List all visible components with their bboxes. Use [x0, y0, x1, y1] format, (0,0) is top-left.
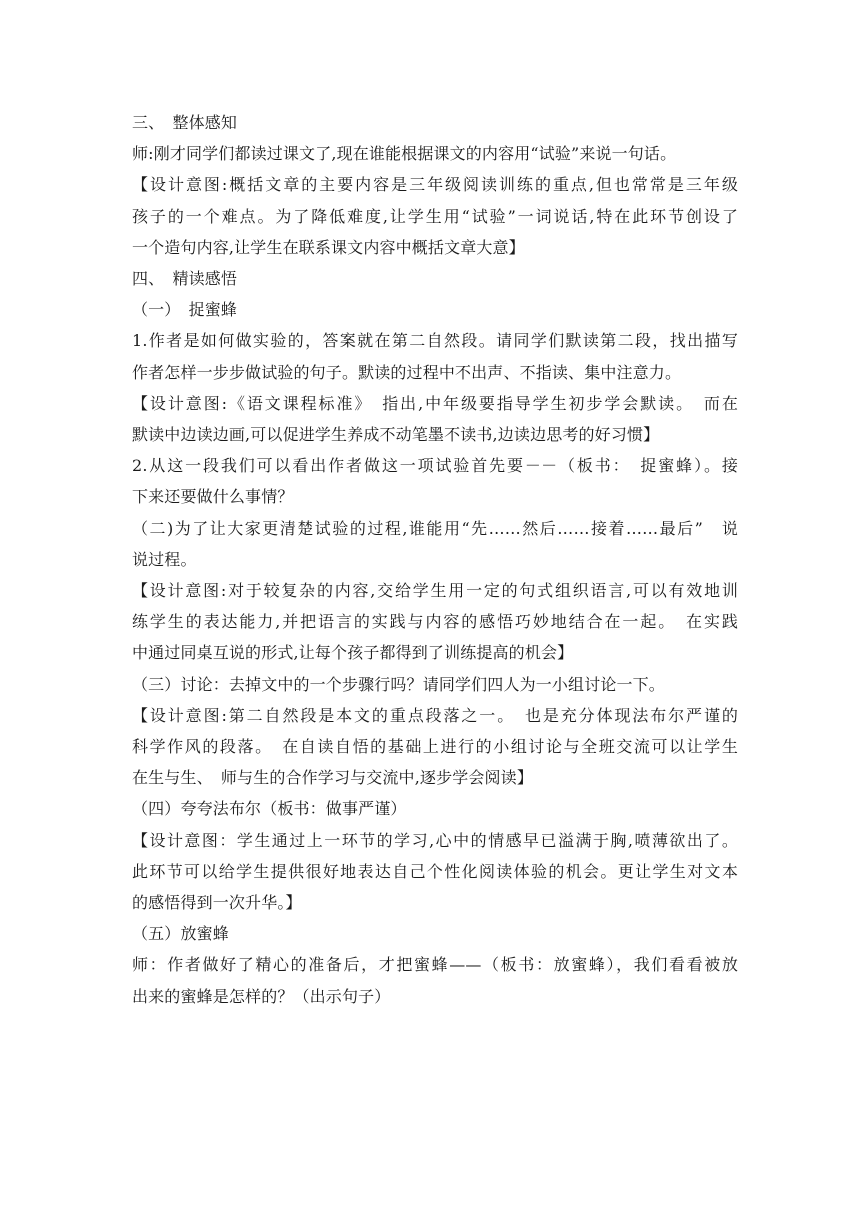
teacher-prompt-line: 师：作者做好了精心的准备后，才把蜜蜂——（板书：放蜜蜂），我们看看被放 — [132, 955, 738, 975]
body-text-line: 下来还要做什么事情？ — [132, 487, 294, 507]
design-intent-line: 在生与生、 师与生的合作学习与交流中,逐步学会阅读】 — [132, 768, 533, 788]
subsection-heading-4: （四）夸夸法布尔（板书：做事严谨） — [132, 799, 407, 819]
section-heading-4: 四、 精读感悟 — [132, 269, 238, 289]
subsection-heading-5: （五）放蜜蜂 — [132, 924, 229, 944]
design-intent-line: 【设计意图:第二自然段是本文的重点段落之一。 也是充分体现法布尔严谨的 — [132, 705, 738, 725]
design-intent-line: 科学作风的段落。 在自读自悟的基础上进行的小组讨论与全班交流可以让学生 — [132, 737, 738, 757]
subsection-heading-2: （二)为了让大家更清楚试验的过程,谁能用“先……然后……接着……最后” 说 — [132, 518, 738, 538]
teacher-prompt-line: 出来的蜜蜂是怎样的？（出示句子） — [132, 986, 391, 1006]
document-body — [132, 107, 738, 1012]
design-intent-line: 一个造句内容,让学生在联系课文内容中概括文章大意】 — [132, 237, 525, 257]
body-text-line: 作者怎样一步步做试验的句子。默读的过程中不出声、不指读、集中注意力。 — [132, 362, 682, 382]
design-intent-line: 【设计意图：学生通过上一环节的学习,心中的情感早已溢满于胸,喷薄欲出了。 — [132, 830, 738, 850]
design-intent-line: 中通过同桌互说的形式,让每个孩子都得到了训练提高的机会】 — [132, 643, 574, 663]
body-text-line: 说过程。 — [132, 549, 197, 569]
subsection-heading-1: （一） 捉蜜蜂 — [132, 300, 238, 320]
design-intent-line: 默读中边读边画,可以促进学生养成不动笔墨不读书,边读边思考的好习惯】 — [132, 425, 660, 445]
subsection-heading-3: （三）讨论：去掉文中的一个步骤行吗？请同学们四人为一小组讨论一下。 — [132, 674, 665, 694]
body-text-line: 2.从这一段我们可以看出作者做这一项试验首先要－－（板书： 捉蜜蜂）。接 — [132, 456, 738, 476]
section-heading-3: 三、 整体感知 — [132, 113, 238, 132]
design-intent-line: 孩子的一个难点。为了降低难度,让学生用“试验”一词说话,特在此环节创设了 — [132, 206, 738, 226]
design-intent-line: 的感悟得到一次升华。】 — [132, 893, 302, 913]
design-intent-line: 【设计意图:概括文章的主要内容是三年级阅读训练的重点,但也常常是三年级 — [132, 175, 738, 195]
teacher-prompt-line: 师:刚才同学们都读过课文了,现在谁能根据课文的内容用“试验”来说一句话。 — [132, 144, 677, 164]
design-intent-line: 此环节可以给学生提供很好地表达自己个性化阅读体验的机会。更让学生对文本 — [132, 861, 738, 881]
body-text-line: 1.作者是如何做实验的，答案就在第二自然段。请同学们默读第二段，找出描写 — [132, 331, 738, 351]
design-intent-line: 【设计意图:《语文课程标准》 指出,中年级要指导学生初步学会默读。 而在 — [132, 393, 738, 413]
design-intent-line: 【设计意图:对于较复杂的内容,交给学生用一定的句式组织语言,可以有效地训 — [132, 581, 738, 601]
design-intent-line: 练学生的表达能力,并把语言的实践与内容的感悟巧妙地结合在一起。 在实践 — [132, 612, 738, 632]
